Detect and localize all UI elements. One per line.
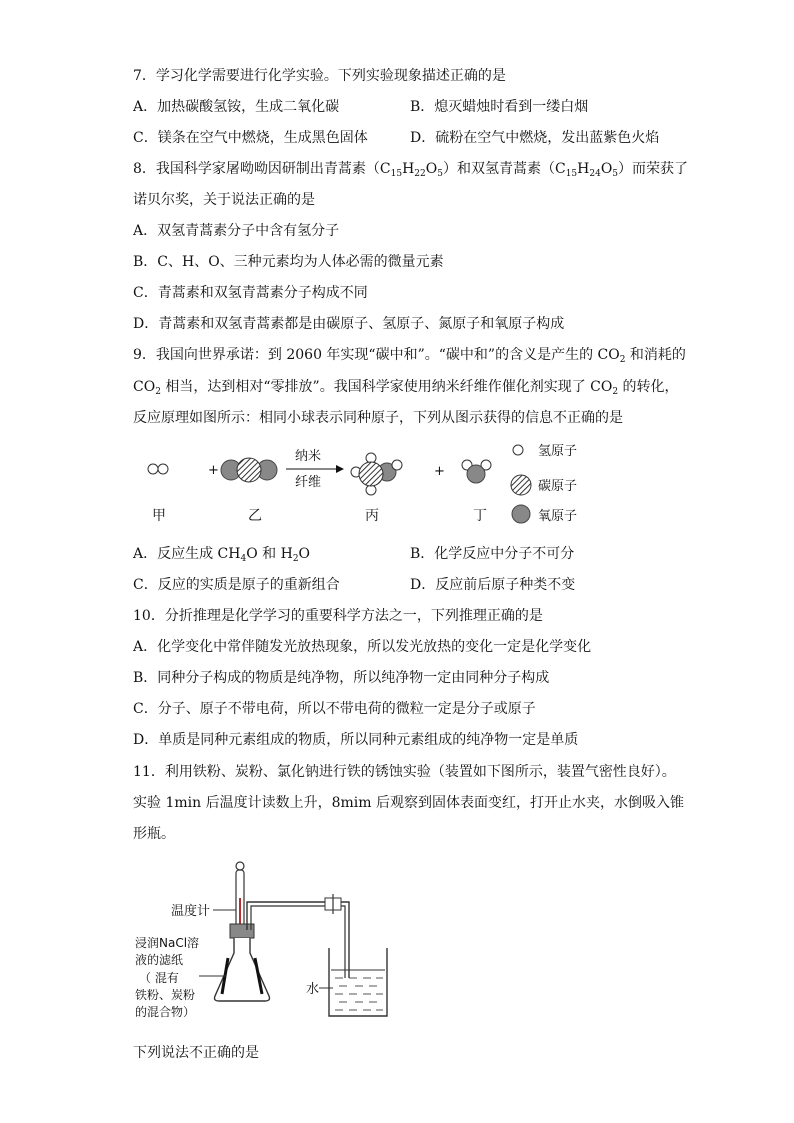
q9-option-a: A．反应生成 $CH_4O$ 和 $H_2O$ [133, 546, 311, 564]
q9-option-c: C．反应的实质是原子的重新组合 [133, 577, 340, 593]
methanol-molecule-bing [351, 453, 402, 495]
q10-option-c: C．分子、原子不带电荷，所以不带电荷的微粒一定是分子或原子 [133, 701, 536, 717]
legend-oxygen-icon [512, 505, 530, 523]
q8-option-b: B．C、H、O、三种元素均为人体必需的微量元素 [133, 254, 444, 270]
delivery-tube [247, 902, 349, 978]
q8-stem-line2: 诺贝尔奖，关于说法正确的是 [133, 192, 315, 208]
plus-sign-2: + [434, 464, 445, 479]
condition-top: 纳米 [295, 449, 322, 464]
rust-experiment-apparatus [133, 858, 403, 1033]
q9-option-d: D．反应前后原子种类不变 [410, 577, 576, 593]
label-paper-2: 液的滤纸 [135, 953, 184, 967]
label-paper-5: 的混合物） [135, 1005, 196, 1019]
q9-stem-line1: 9．我国向世界承诺：到 2060 年实现“碳中和”。“碳中和”的含义是产生的 $CO_2$ 和消耗的 [133, 347, 686, 365]
q9-stem-line2: $CO_2$ 相当，达到相对“零排放”。我国科学家使用纳米纤维作催化剂实现了 $CO_2$ 的转化， [133, 379, 679, 397]
label-thermometer: 温度计 [171, 904, 211, 919]
label-bing: 丙 [365, 508, 379, 524]
q8-stem-line1: 8．我国科学家屠呦呦因研制出青蒿素$(C_{15}H_{22}O_5)$和双氢青蒿素$(C_{15}H_{24}O_5)$而荣获了 [133, 161, 689, 179]
legend-carbon-icon [511, 475, 531, 495]
label-paper-3: （ 混有 [139, 971, 179, 985]
q11-stem-line2: 实验 1min 后温度计读数上升，8mim 后观察到固体表面变红，打开止水夹，水倒吸入锥 [133, 795, 684, 811]
label-ding: 丁 [473, 508, 487, 524]
label-jia: 甲 [152, 508, 166, 524]
beaker [329, 948, 387, 1016]
q7-stem: 7．学习化学需要进行化学实验。下列实验现象描述正确的是 [133, 68, 506, 84]
clamp-icon [325, 894, 341, 914]
label-water: 水 [306, 982, 320, 997]
carbon-dioxide-molecule-yi [221, 458, 277, 482]
q7-option-a: A．加热碳酸氢铵，生成二氧化碳 [133, 99, 340, 115]
rubber-stopper [230, 924, 254, 938]
legend-oxygen: 氧原子 [538, 509, 578, 524]
q10-stem: 10．分折推理是化学学习的重要科学方法之一，下列推理正确的是 [133, 608, 543, 624]
q11-follow-up: 下列说法不正确的是 [133, 1045, 259, 1061]
q7-option-c: C．镁条在空气中燃烧，生成黑色固体 [133, 130, 368, 146]
water-surface [331, 970, 385, 1010]
q11-stem-line1: 11．利用铁粉、炭粉、氯化钠进行铁的锈蚀实验（装置如下图所示，装置气密性良好）。 [133, 764, 676, 780]
q7-option-d: D．硫粉在空气中燃烧，发出蓝紫色火焰 [410, 130, 660, 146]
hydrogen-molecule-jia [148, 464, 168, 474]
q8-option-c: C．青蒿素和双氢青蒿素分子构成不同 [133, 285, 368, 301]
label-paper-1: 浸润NaCl溶 [135, 936, 200, 950]
water-molecule-ding [462, 460, 491, 483]
label-paper-4: 铁粉、炭粉 [135, 988, 196, 1002]
condition-bottom: 纤维 [295, 475, 322, 490]
q9-option-b: B．化学反应中分子不可分 [410, 546, 575, 562]
legend-hydrogen: 氢原子 [538, 444, 578, 459]
q10-option-b: B．同种分子构成的物质是纯净物，所以纯净物一定由同种分子构成 [133, 670, 550, 686]
plus-sign-1: + [208, 463, 219, 478]
q9-stem-line3: 反应原理如图所示：相同小球表示同种原子，下列从图示获得的信息不正确的是 [133, 410, 623, 426]
q8-option-d: D．青蒿素和双氢青蒿素都是由碳原子、氢原子、氮原子和氧原子构成 [133, 316, 565, 332]
q10-option-a: A．化学变化中常伴随发光放热现象，所以发光放热的变化一定是化学变化 [133, 639, 592, 655]
q7-option-b: B．熄灭蜡烛时看到一缕白烟 [410, 99, 589, 115]
q10-option-d: D．单质是同种元素组成的物质，所以同种元素组成的纯净物一定是单质 [133, 732, 579, 748]
legend-hydrogen-icon [513, 445, 523, 455]
label-yi: 乙 [248, 508, 262, 524]
q8-option-a: A．双氢青蒿素分子中含有氢分子 [133, 223, 340, 239]
q11-stem-line3: 形瓶。 [133, 826, 175, 842]
reaction-diagram [140, 438, 600, 533]
legend-carbon: 碳原子 [538, 479, 578, 494]
